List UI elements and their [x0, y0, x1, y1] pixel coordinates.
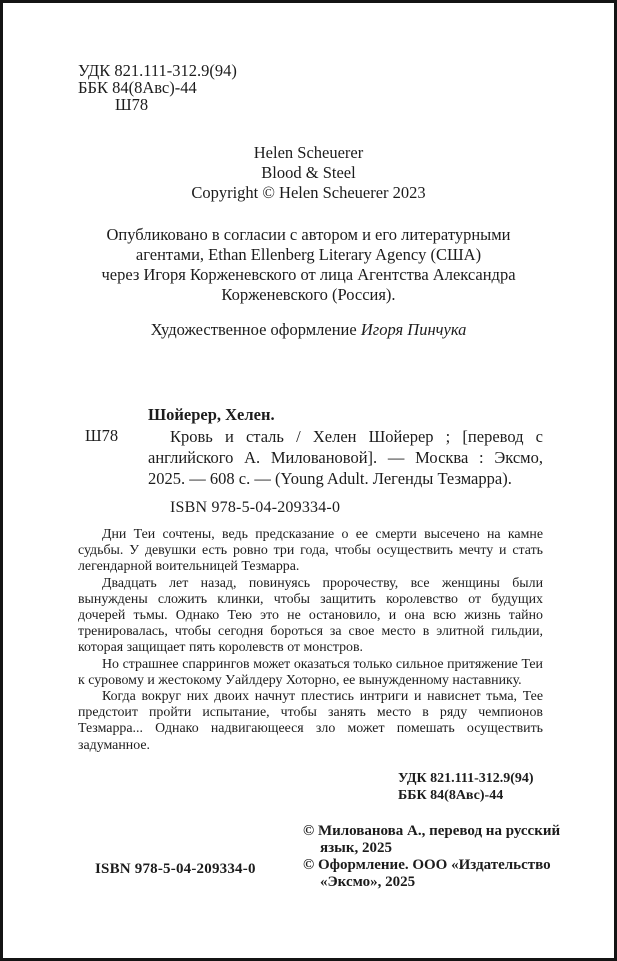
publication-notice: [3, 225, 614, 305]
designer-name: Игоря Пинчука: [360, 320, 467, 339]
annotation-paragraph: Но страшнее спаррингов может оказаться только сильное притяжение Теи к суровому и жестокому Уайлдеру Хоторно, ее вынужденному наставнику.: [78, 656, 543, 688]
annotation-block: [78, 527, 543, 754]
top-classification-codes: [78, 62, 237, 113]
design-credit-prefix: Художественное оформление: [150, 320, 361, 339]
copyright-design: © Оформление. ООО «Издательство «Эксмо», 2025: [303, 857, 551, 890]
catalog-card-heading: Шойерер, Хелен.: [148, 405, 275, 424]
catalog-card-author-sign: Ш78: [85, 426, 119, 445]
original-title-block: [3, 143, 614, 203]
original-copyright: Copyright © Helen Scheuerer 2023: [191, 183, 426, 202]
copyright-block: [303, 823, 561, 891]
design-credit: [3, 320, 614, 340]
publication-notice-line: через Игоря Корженевского от лица Агентства Александра: [101, 265, 516, 284]
udk-code-bottom: УДК 821.111-312.9(94): [398, 771, 534, 786]
original-author: Helen Scheuerer: [253, 143, 364, 162]
annotation-paragraph: Когда вокруг них двоих начнут плестись интриги и нависнет тьма, Тее предстоит пройти испытание, чтобы занять место в ряду чемпионов Тезмарра... Однако надвигающееся зло может помешать осуществить задуманное.: [78, 689, 543, 753]
original-title: Blood & Steel: [261, 163, 356, 182]
publication-notice-line: Опубликовано в согласии с автором и его литературными: [106, 225, 511, 244]
author-sign: Ш78: [115, 95, 149, 114]
isbn-bottom: ISBN 978-5-04-209334-0: [95, 861, 256, 877]
publication-notice-line: агентами, Ethan Ellenberg Literary Agency (США): [135, 245, 482, 264]
bbk-code-bottom: ББК 84(8Авс)-44: [398, 788, 504, 803]
bbk-code: ББК 84(8Авс)-44: [78, 78, 197, 97]
publication-notice-line: Корженевского (Россия).: [221, 285, 396, 304]
bottom-classification-codes: [398, 770, 534, 804]
annotation-paragraph: Дни Теи сочтены, ведь предсказание о ее смерти высечено на камне судьбы. У девушки есть ровно три года, чтобы осуществить мечту и стать легендарной воительницей Тезмарра.: [78, 527, 543, 575]
udk-code: УДК 821.111-312.9(94): [78, 61, 237, 80]
copyright-translation: © Милованова А., перевод на русский язык, 2025: [303, 823, 561, 856]
annotation-paragraph: Двадцать лет назад, повинуясь пророчеству, все женщины были вынуждены сложить клинки, чтобы защитить королевство от будущих дочерей тьмы. Однако Тею это не остановило, и она всю жизнь тайно тренировалась, чтобы сегодня бороться за свое место в элитной гильдии, которая защищает пять королевств от монстров.: [78, 575, 543, 656]
catalog-card-description: Кровь и сталь / Хелен Шойерер ; [перевод с английского А. Миловановой]. — Москва : Эксмо, 2025. — 608 с. — (Young Adult. Легенды Тезмарра).: [148, 427, 543, 488]
isbn-catalog: ISBN 978-5-04-209334-0: [170, 499, 341, 516]
